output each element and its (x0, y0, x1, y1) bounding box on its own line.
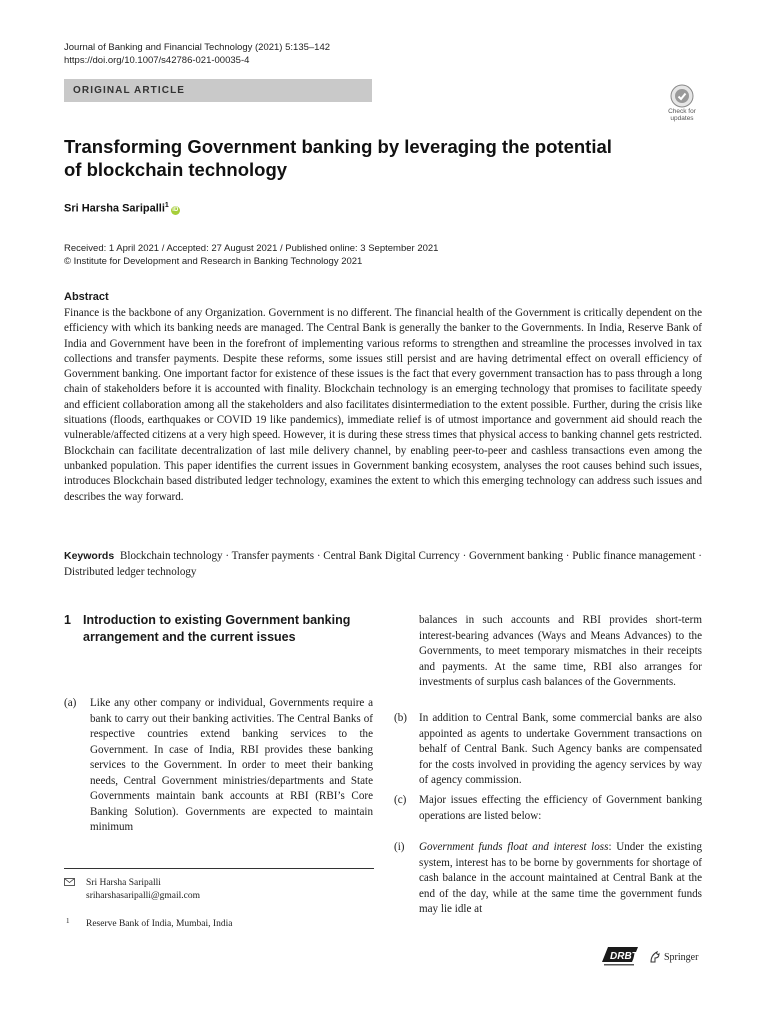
list-marker: (b) (394, 712, 407, 724)
list-item-a (64, 696, 373, 836)
article-title: Transforming Government banking by leveraging the potential of blockchain technology (64, 136, 612, 180)
footnote-author: Sri Harsha Saripalli (86, 878, 161, 888)
list-item-text: Major issues effecting the efficiency of Government banking operations are listed below: (419, 794, 702, 822)
author-affil-sup: 1 (164, 202, 169, 209)
list-item-b (394, 711, 702, 789)
drbt-logo (600, 944, 640, 968)
logo-text: DRBT (610, 951, 638, 962)
keywords-list: Blockchain technology · Transfer payments · Central Bank Digital Currency · Government banking · Public finance management · Distributed ledger technology (64, 550, 702, 578)
check-for-updates-badge[interactable] (662, 84, 702, 124)
dates-line: Received: 1 April 2021 / Accepted: 27 August 2021 / Published online: 3 September 2021 (64, 243, 439, 254)
list-item-c (394, 793, 702, 824)
mail-icon (64, 878, 75, 891)
check-updates-icon (670, 84, 694, 108)
orcid-icon[interactable]: iD (172, 206, 179, 213)
list-marker: (i) (394, 841, 405, 853)
publication-dates (64, 242, 438, 268)
keywords (64, 549, 702, 580)
section-number: 1 (64, 613, 71, 627)
list-item-text: Like any other company or individual, Governments require a bank to carry out their banking activities. The Central Banks of respective countries extend banking services to the Government. In case of India, RBI provides these banking services to the Government. In order to meet their banking needs, Central Government ministries/departments and State Governments maintain bank accounts at RBI (RBI’s Core Banking Solution). Governments are expected to maintain minimum (90, 697, 373, 833)
journal-citation: Journal of Banking and Financial Technology (2021) 5:135–142 (64, 42, 331, 53)
footnote-number: 1 (66, 917, 70, 925)
publisher-name: Springer (664, 952, 699, 963)
keywords-label: Keywords (64, 550, 115, 562)
issue-heading: Government funds float and interest loss (419, 841, 609, 853)
affiliation: Reserve Bank of India, Mumbai, India (86, 919, 233, 929)
article-type-label: ORIGINAL ARTICLE (64, 79, 372, 102)
section-heading (64, 612, 364, 645)
list-item-text: In addition to Central Bank, some commercial banks are also appointed as agents to undertake Government transactions on behalf of Central Bank. Such Agency banks are compensated for the costs involved in providing the agency services by way of agency commission. (419, 712, 702, 786)
abstract-heading: Abstract (64, 291, 109, 303)
check-badge-line2: updates (670, 115, 694, 122)
abstract-text: Finance is the backbone of any Organization. Government is no different. The financial health of the Government is critically dependent on the efficiency with which its banking needs are managed. The Central Bank is generally the banker to the Governments. In India, Reserve Bank of India and Government have been in the forefront of implementing various reforms to strengthen and streamline the processes involved in tax collections and transfer payments. Despite these reforms, some issues still persist and are having detrimental effect on overall efficiency of Government banking. One important factor for existence of these issues is the fact that every government transaction has to pass through a long chain of stakeholders before it is accounted with finality. Blockchain technology is an emerging technology that promises to facilitate speedy and efficient collaboration among all the stakeholders and also facilitates disintermediation to the extent possible. Further, during the crisis like situations (floods, earthquakes or COVID 19 like pandemics), immediate relief is of utmost importance and government aid should reach the vulnerable/affected citizens at a very high speed. However, it is during these stress times that physical access to banking channel gets restricted. Blockchain can facilitate decentralization of last mile delivery channel, by enabling peer-to-peer and cashless transactions even among the unbanked population. This paper identifies the current issues in Government banking ecosystem, analyses the root causes behind such issues, introduces Blockchain based distributed ledger technology, examines the extent to which this emerging technology can address such issues and describes the way forward. (64, 307, 702, 503)
list-marker: (c) (394, 794, 407, 806)
list-item-text (419, 840, 702, 918)
footnote-divider (64, 868, 374, 869)
springer-horse-icon (648, 950, 662, 964)
doi-link[interactable]: https://doi.org/10.1007/s42786-021-00035-4 (64, 55, 250, 66)
author-email[interactable]: sriharshasaripalli@gmail.com (86, 891, 201, 901)
copyright-line: © Institute for Development and Research in Banking Technology 2021 (64, 256, 363, 267)
author-name[interactable]: Sri Harsha Saripalli (64, 202, 165, 215)
list-item-i (394, 840, 702, 918)
section-title: Introduction to existing Government banking arrangement and the current issues (83, 613, 351, 644)
list-item-a-continued: balances in such accounts and RBI provides short-term interest-bearing advances (Ways and Means Advances) to the Governments, to meet temporary mismatches in their receipts and payments. At the same time, RBI also arranges for investments of surplus cash balances of the Governments. (419, 614, 702, 688)
list-marker: (a) (64, 697, 77, 709)
check-badge-line1: Check for (668, 108, 696, 115)
author-line (64, 202, 180, 215)
issue-text: : Under the existing system, interest has to be borne by governments for shortage of cash balance in the account maintained at Central Bank at the end of the day, while at the same time the government funds may lie idle at (419, 841, 702, 915)
